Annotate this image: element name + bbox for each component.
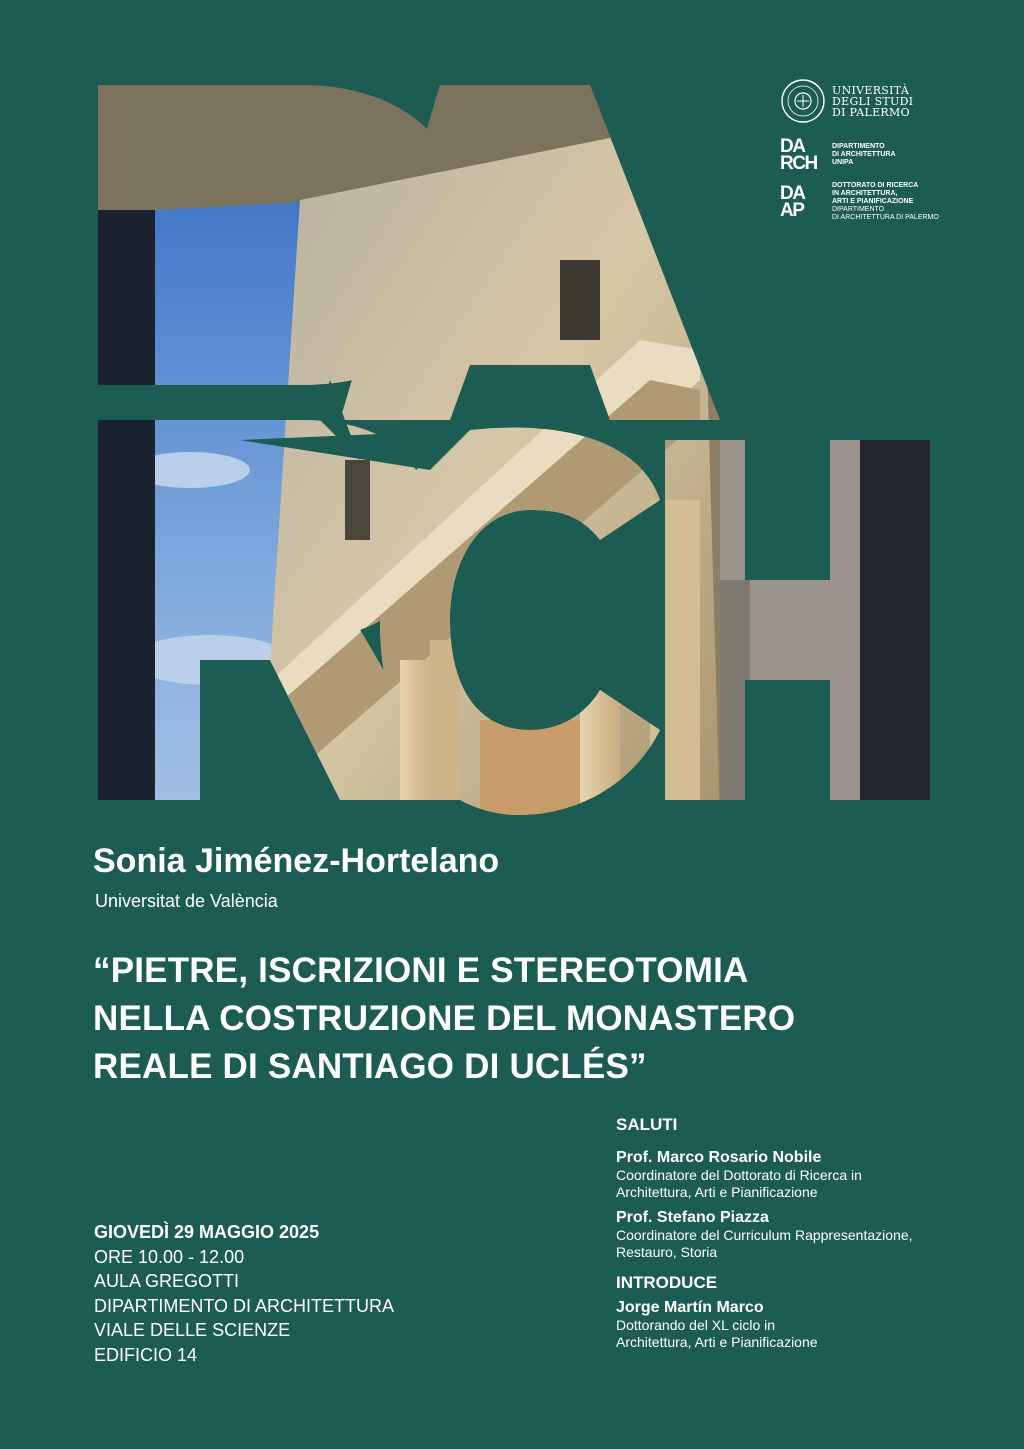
- introduce-role-1: Dottorando del XL ciclo in: [616, 1317, 776, 1333]
- logo-block: [780, 78, 1000, 222]
- university-logo: [780, 78, 1000, 124]
- darch-logo: [780, 138, 1000, 172]
- daap-logo: [780, 182, 1000, 222]
- darch-mark-bottom: RCH: [780, 153, 817, 174]
- university-line-2: DEGLI STUDI: [832, 94, 914, 108]
- darch-text-1: DIPARTIMENTO: [832, 143, 885, 150]
- daap-text-3: ARTI E PIANIFICAZIONE: [832, 198, 914, 205]
- introduce-role-2: Architettura, Arti e Pianificazione: [616, 1334, 818, 1350]
- saluti-person-1-role-2: Architettura, Arti e Pianificazione: [616, 1184, 818, 1200]
- saluti-person-2-role-2: Restauro, Storia: [616, 1244, 718, 1260]
- lecture-title: [93, 947, 913, 1091]
- speaker-affiliation: Universitat de València: [95, 891, 278, 911]
- event-date: GIOVEDÌ 29 MAGGIO 2025: [94, 1222, 320, 1242]
- title-line-2: NELLA COSTRUZIONE DEL MONASTERO: [93, 999, 796, 1038]
- daap-mark-bottom: AP: [780, 200, 804, 221]
- event-department: DIPARTIMENTO DI ARCHITETTURA: [94, 1295, 395, 1316]
- darch-text-3: UNIPA: [832, 159, 854, 166]
- daap-text-5: DI ARCHITETTURA DI PALERMO: [832, 214, 939, 221]
- university-line-3: DI PALERMO: [832, 105, 910, 119]
- speaker-name: Sonia Jiménez-Hortelano: [93, 842, 500, 880]
- daap-text-4: DIPARTIMENTO: [832, 206, 885, 213]
- university-seal-icon: [780, 78, 826, 124]
- event-street: VIALE DELLE SCIENZE: [94, 1320, 291, 1340]
- event-details: [94, 1220, 394, 1367]
- event-time: ORE 10.00 - 12.00: [94, 1246, 245, 1267]
- event-building: EDIFICIO 14: [94, 1344, 198, 1365]
- university-line-1: UNIVERSITÀ: [832, 83, 910, 97]
- daap-text-2: IN ARCHITETTURA,: [832, 190, 898, 197]
- title-line-3: REALE DI SANTIAGO DI UCLÉS”: [93, 1047, 647, 1086]
- saluti-heading: SALUTI: [616, 1115, 678, 1134]
- event-room: AULA GREGOTTI: [94, 1271, 240, 1291]
- daap-mark-top: DA: [780, 183, 805, 204]
- saluti-person-1-role-1: Coordinatore del Dottorato di Ricerca in: [616, 1167, 862, 1183]
- darch-mark-top: DA: [780, 136, 805, 157]
- saluti-person-2-name: Prof. Stefano Piazza: [616, 1209, 769, 1226]
- saluti-person-2-role-1: Coordinatore del Curriculum Rappresentazione,: [616, 1227, 913, 1243]
- introduce-heading: INTRODUCE: [616, 1273, 718, 1292]
- saluti-person-1-name: Prof. Marco Rosario Nobile: [616, 1149, 822, 1166]
- speakers-panel: [616, 1115, 996, 1351]
- daap-text-1: DOTTORATO DI RICERCA: [832, 182, 919, 189]
- darch-text-2: DI ARCHITETTURA: [832, 151, 896, 158]
- title-line-1: “PIETRE, ISCRIZIONI E STEREOTOMIA: [93, 951, 749, 990]
- introduce-name: Jorge Martín Marco: [616, 1299, 764, 1316]
